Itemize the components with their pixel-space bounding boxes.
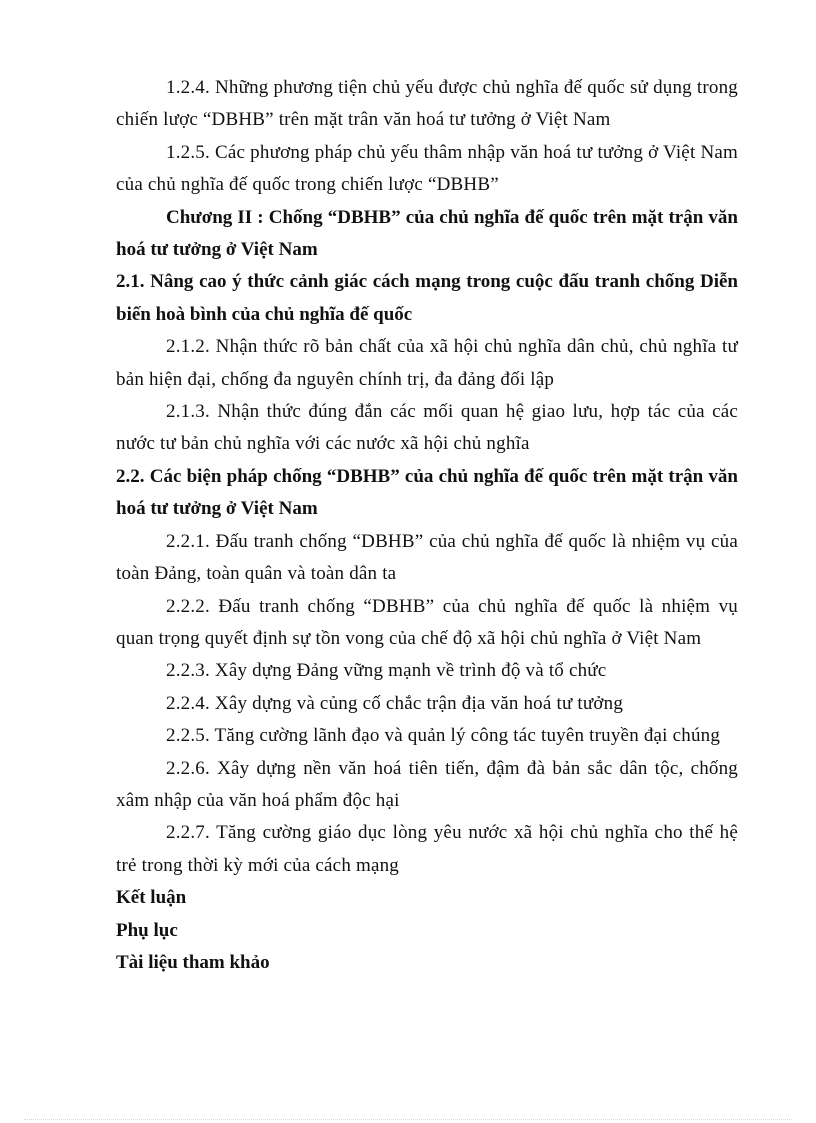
toc-entry-2-1-3: 2.1.3. Nhận thức đúng đắn các mối quan hệ giao lưu, hợp tác của các nước tư bản chủ nghĩa với các nước xã hội chủ nghĩa: [116, 401, 738, 455]
toc-entry-2-2-5: 2.2.5. Tăng cường lãnh đạo và quản lý công tác tuyên truyền đại chúng: [166, 725, 721, 747]
toc-entry-2-2-7: 2.2.7. Tăng cường giáo dục lòng yêu nước xã hội chủ nghĩa cho thế hệ trẻ trong thời kỳ mới của cách mạng: [116, 822, 738, 876]
toc-entry-2-2-6: 2.2.6. Xây dựng nền văn hoá tiên tiến, đậm đà bản sắc dân tộc, chống xâm nhập của văn hoá phẩm độc hại: [116, 757, 738, 811]
toc-entry-1-2-5: 1.2.5. Các phương pháp chủ yếu thâm nhập văn hoá tư tưởng ở Việt Nam của chủ nghĩa đế quốc trong chiến lược “DBHB”: [116, 141, 738, 196]
chapter-2-heading: Chương II : Chống “DBHB” của chủ nghĩa đế quốc trên mặt trận văn hoá tư tưởng ở Việt Nam: [116, 206, 738, 261]
appendix-heading: Phụ lục: [116, 919, 178, 941]
document-body: [116, 72, 738, 979]
references-heading: Tài liệu tham khảo: [116, 951, 270, 973]
conclusion-heading: Kết luận: [116, 887, 187, 909]
toc-entry-1-2-4: 1.2.4. Những phương tiện chủ yếu được chủ nghĩa đế quốc sử dụng trong chiến lược “DBHB” trên mặt trân văn hoá tư tưởng ở Việt Nam: [116, 77, 738, 131]
section-2-2-heading: 2.2. Các biện pháp chống “DBHB” của chủ nghĩa đế quốc trên mặt trận văn hoá tư tưởng ở Việt Nam: [116, 465, 738, 520]
section-2-1-heading: 2.1. Nâng cao ý thức cảnh giác cách mạng trong cuộc đấu tranh chống Diễn biến hoà bình của chủ nghĩa đế quốc: [116, 271, 738, 325]
toc-entry-2-1-2: 2.1.2. Nhận thức rõ bản chất của xã hội chủ nghĩa dân chủ, chủ nghĩa tư bản hiện đại, chống đa nguyên chính trị, đa đảng đối lập: [116, 336, 738, 390]
toc-entry-2-2-1: 2.2.1. Đấu tranh chống “DBHB” của chủ nghĩa đế quốc là nhiệm vụ của toàn Đảng, toàn quân và toàn dân ta: [116, 530, 738, 585]
toc-entry-2-2-4: 2.2.4. Xây dựng và củng cố chắc trận địa văn hoá tư tưởng: [166, 692, 624, 714]
toc-entry-2-2-3: 2.2.3. Xây dựng Đảng vững mạnh về trình độ và tổ chức: [166, 660, 607, 682]
toc-entry-2-2-2: 2.2.2. Đấu tranh chống “DBHB” của chủ nghĩa đế quốc là nhiệm vụ quan trọng quyết định sự tồn vong của chế độ xã hội chủ nghĩa ở Việt Nam: [116, 595, 738, 649]
page-bottom-divider: [24, 1119, 792, 1120]
